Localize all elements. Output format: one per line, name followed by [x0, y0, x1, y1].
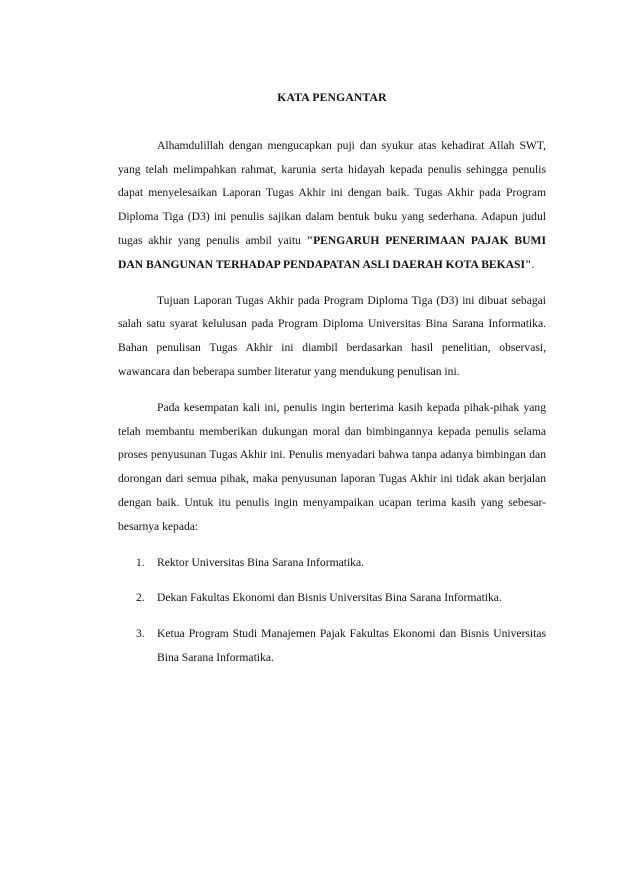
list-item-number: 2. [136, 591, 145, 605]
paragraph-1-text: Alhamdulillah dengan mengucapkan puji dan syukur atas kehadirat Allah SWT, yang telah melimpahkan rahmat, karunia serta hidayah kepada penulis sehingga penulis dapat menyelesaikan Laporan Tugas Akhir ini dengan baik. Tugas Akhir pada Program Diploma Tiga (D3) ini penulis sajikan dalam bentuk buku yang sederhana. Adapun judul tugas akhir yang penulis ambil yaitu [118, 138, 546, 247]
list-item-number: 3. [136, 627, 145, 641]
page-title: KATA PENGANTAR [277, 91, 387, 104]
acknowledgement-list [118, 551, 546, 670]
thesis-title: "PENGARUH PENERIMAAN PAJAK BUMI DAN BANGUNAN TERHADAP PENDAPATAN ASLI DAERAH KOTA BEKASI" [118, 233, 546, 271]
paragraph-1 [118, 134, 546, 277]
list-item [118, 586, 546, 610]
list-item-text: Ketua Program Studi Manajemen Pajak Fakultas Ekonomi dan Bisnis Universitas Bina Sarana Informatika. [157, 627, 546, 664]
paragraph-3: Pada kesempatan kali ini, penulis ingin berterima kasih kepada pihak-pihak yang telah membantu memberikan dukungan moral dan bimbingannya kepada penulis selama proses penyusunan Tugas Akhir ini. Penulis menyadari bahwa tanpa adanya bimbingan dan dorongan dari semua pihak, maka penyusunan laporan Tugas Akhir ini tidak akan berjalan dengan baik. Untuk itu penulis ingin menyampaikan ucapan terima kasih yang sebesar-besarnya kepada: [118, 400, 546, 533]
paragraph-1-end: . [531, 257, 535, 271]
list-item [118, 622, 546, 670]
list-item-text: Dekan Fakultas Ekonomi dan Bisnis Universitas Bina Sarana Informatika. [157, 591, 502, 605]
document-content [118, 86, 546, 682]
paragraph-2: Tujuan Laporan Tugas Akhir pada Program Diploma Tiga (D3) ini dibuat sebagai salah satu syarat kelulusan pada Program Diploma Universitas Bina Sarana Informatika. Bahan penulisan Tugas Akhir ini diambil berdasarkan hasil penelitian, observasi, wawancara dan beberapa sumber literatur yang mendukung penulisan ini. [118, 293, 546, 378]
list-item-text: Rektor Universitas Bina Sarana Informatika. [157, 555, 365, 569]
list-item [118, 551, 546, 575]
list-item-number: 1. [136, 555, 145, 569]
